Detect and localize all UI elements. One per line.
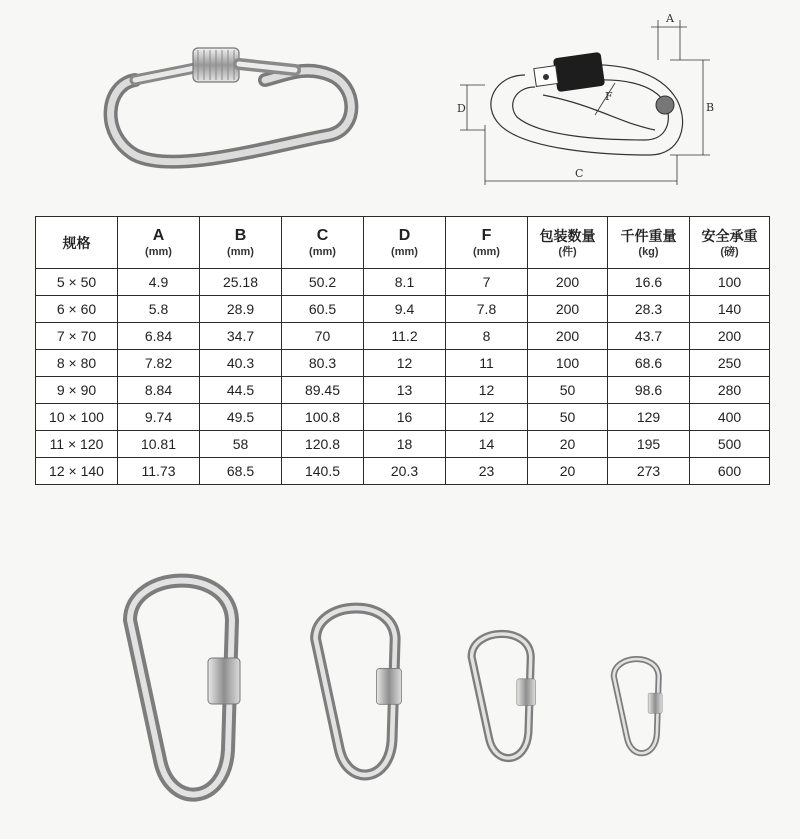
- value-cell: 5.8: [118, 296, 200, 323]
- value-cell: 20.3: [364, 458, 446, 485]
- value-cell: 43.7: [608, 323, 690, 350]
- value-cell: 50: [528, 404, 608, 431]
- value-cell: 6.84: [118, 323, 200, 350]
- carabiner-extra-small: [614, 659, 662, 753]
- value-cell: 8: [446, 323, 528, 350]
- value-cell: 100.8: [282, 404, 364, 431]
- value-cell: 4.9: [118, 269, 200, 296]
- value-cell: 70: [282, 323, 364, 350]
- carabiner-size-range-photo: [110, 560, 690, 820]
- header-a: A (mm): [118, 217, 200, 269]
- value-cell: 140.5: [282, 458, 364, 485]
- value-cell: 16: [364, 404, 446, 431]
- value-cell: 20: [528, 458, 608, 485]
- dim-label-a: A: [666, 12, 674, 25]
- value-cell: 12: [446, 377, 528, 404]
- value-cell: 200: [528, 296, 608, 323]
- value-cell: 600: [690, 458, 770, 485]
- value-cell: 273: [608, 458, 690, 485]
- value-cell: 28.9: [200, 296, 282, 323]
- value-cell: 9.74: [118, 404, 200, 431]
- value-cell: 400: [690, 404, 770, 431]
- value-cell: 7.82: [118, 350, 200, 377]
- spec-cell: 9 × 90: [36, 377, 118, 404]
- value-cell: 11: [446, 350, 528, 377]
- carabiner-photo-top: [95, 40, 360, 175]
- dim-label-c: C: [575, 167, 584, 180]
- value-cell: 195: [608, 431, 690, 458]
- header-d: D (mm): [364, 217, 446, 269]
- value-cell: 28.3: [608, 296, 690, 323]
- header-f: F (mm): [446, 217, 528, 269]
- specification-table: [35, 216, 770, 485]
- value-cell: 8.1: [364, 269, 446, 296]
- header-package-qty: 包装数量 (件): [528, 217, 608, 269]
- carabiner-large: [130, 581, 240, 795]
- table-row: [36, 458, 770, 485]
- value-cell: 16.6: [608, 269, 690, 296]
- value-cell: 11.73: [118, 458, 200, 485]
- value-cell: 280: [690, 377, 770, 404]
- table-header-row: [36, 217, 770, 269]
- table-row: [36, 431, 770, 458]
- value-cell: 14: [446, 431, 528, 458]
- value-cell: 12: [364, 350, 446, 377]
- value-cell: 18: [364, 431, 446, 458]
- value-cell: 7: [446, 269, 528, 296]
- spec-cell: 7 × 70: [36, 323, 118, 350]
- table-row: [36, 350, 770, 377]
- header-safe-load: 安全承重 (磅): [690, 217, 770, 269]
- value-cell: 40.3: [200, 350, 282, 377]
- value-cell: 9.4: [364, 296, 446, 323]
- value-cell: 34.7: [200, 323, 282, 350]
- value-cell: 50: [528, 377, 608, 404]
- value-cell: 100: [690, 269, 770, 296]
- value-cell: 80.3: [282, 350, 364, 377]
- spec-cell: 10 × 100: [36, 404, 118, 431]
- table-row: [36, 269, 770, 296]
- value-cell: 25.18: [200, 269, 282, 296]
- table-row: [36, 377, 770, 404]
- spec-cell: 8 × 80: [36, 350, 118, 377]
- value-cell: 11.2: [364, 323, 446, 350]
- value-cell: 13: [364, 377, 446, 404]
- value-cell: 100: [528, 350, 608, 377]
- value-cell: 200: [528, 323, 608, 350]
- value-cell: 20: [528, 431, 608, 458]
- carabiner-medium: [316, 608, 402, 775]
- dim-label-d: D: [457, 102, 466, 115]
- screw-lock-sleeve: [553, 52, 605, 92]
- spec-cell: 11 × 120: [36, 431, 118, 458]
- value-cell: 89.45: [282, 377, 364, 404]
- value-cell: 98.6: [608, 377, 690, 404]
- value-cell: 49.5: [200, 404, 282, 431]
- header-spec: 规格: [36, 217, 118, 269]
- value-cell: 500: [690, 431, 770, 458]
- value-cell: 120.8: [282, 431, 364, 458]
- value-cell: 200: [528, 269, 608, 296]
- value-cell: 44.5: [200, 377, 282, 404]
- dimension-diagram: [455, 5, 720, 190]
- value-cell: 68.6: [608, 350, 690, 377]
- table-row: [36, 323, 770, 350]
- table-row: [36, 296, 770, 323]
- table-row: [36, 404, 770, 431]
- value-cell: 58: [200, 431, 282, 458]
- value-cell: 7.8: [446, 296, 528, 323]
- value-cell: 23: [446, 458, 528, 485]
- dim-label-f: F: [605, 90, 613, 103]
- spec-cell: 5 × 50: [36, 269, 118, 296]
- value-cell: 8.84: [118, 377, 200, 404]
- value-cell: 129: [608, 404, 690, 431]
- value-cell: 12: [446, 404, 528, 431]
- header-weight-per-thousand: 千件重量 (kg): [608, 217, 690, 269]
- value-cell: 68.5: [200, 458, 282, 485]
- spec-cell: 12 × 140: [36, 458, 118, 485]
- carabiner-small: [472, 634, 536, 758]
- value-cell: 60.5: [282, 296, 364, 323]
- value-cell: 140: [690, 296, 770, 323]
- spec-cell: 6 × 60: [36, 296, 118, 323]
- value-cell: 10.81: [118, 431, 200, 458]
- value-cell: 250: [690, 350, 770, 377]
- value-cell: 50.2: [282, 269, 364, 296]
- header-b: B (mm): [200, 217, 282, 269]
- dim-label-b: B: [706, 101, 715, 114]
- value-cell: 200: [690, 323, 770, 350]
- header-c: C (mm): [282, 217, 364, 269]
